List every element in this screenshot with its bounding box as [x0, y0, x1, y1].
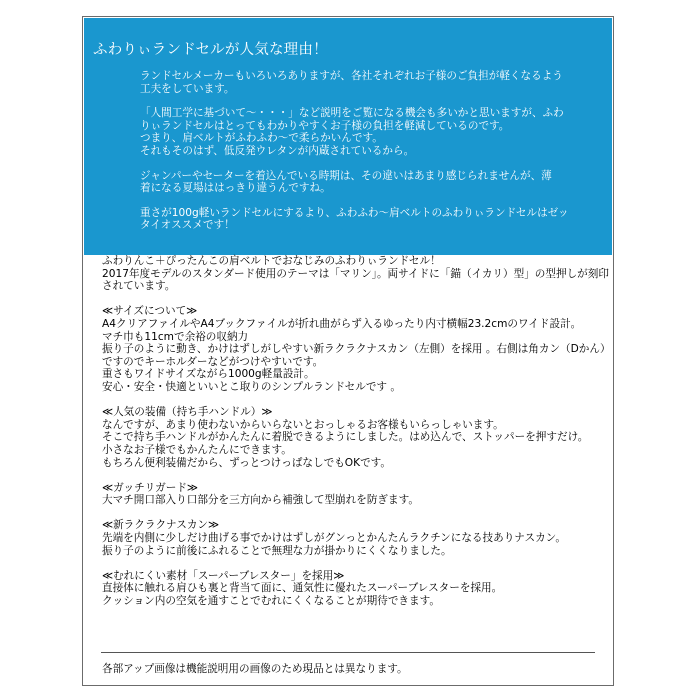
- section-material: [102, 570, 603, 608]
- panel-paragraph: [140, 70, 600, 95]
- section-handle: [102, 406, 603, 469]
- footer-note: 各部アップ画像は機能説明用の画像のため現品とは異なります。: [102, 663, 408, 675]
- panel-paragraph: [140, 107, 600, 157]
- text-line: マチ巾も11cmで余裕の収納力: [102, 330, 249, 343]
- text-line: ですのでキーホルダーなどがつけやすいです。: [102, 355, 324, 368]
- text-line: ランドセルメーカーもいろいろありますが、各社それぞれお子様のご負担が軽くなるよう: [140, 70, 563, 82]
- text-line: 先端を内側に少しだけ曲げる事でかけはずしがグンっとかんたんラクチンになる技ありナスカン。: [102, 532, 567, 545]
- section-heading: ≪サイズについて≫: [102, 305, 198, 318]
- text-line: 重さが100g軽いランドセルにするより、ふわふわ〜肩ベルトのふわりぃランドセルはゼッ: [140, 206, 569, 219]
- text-line: つまり、肩ベルトがふわふわ〜で柔らかいんです。: [140, 132, 383, 145]
- text-line: 小さなお子様でもかんたんにできます。: [102, 443, 292, 456]
- text-line: タイオススメです！: [140, 219, 235, 232]
- section-heading: ≪ガッチリガード≫: [102, 481, 199, 494]
- panel-paragraph: [140, 207, 600, 232]
- text-line: 直接体に触れる肩ひも裏と背当て面に、通気性に優れたスーパーブレスターを採用。: [102, 582, 503, 595]
- panel-paragraph: [140, 170, 600, 195]
- text-line: A4クリアファイルやA4ブックファイルが折れ曲がらず入るゆったり内寸横幅23.2cmのワイド設計。: [102, 317, 582, 330]
- text-line: そこで持ち手ハンドルがかんたんに着脱できるようにしました。はめ込んで、ストッパーを押すだけ。: [102, 431, 589, 444]
- text-line: もちろん便利装備だから、ずっとつけっぱなしでもOKです。: [102, 456, 392, 469]
- text-line: 安心・安全・快適といいとこ取りのシンプルランドセルです 。: [102, 380, 401, 393]
- text-line: 2017年度モデルのスタンダード使用のテーマは「マリン」。両サイドに「錨（イカリ）型」の型押しが刻印: [102, 267, 609, 280]
- section-heading: ≪新ラクラクナスカン≫: [102, 519, 220, 532]
- text-line: 振り子のように前後にふれることで無理な力が掛かりにくくなりました。: [102, 544, 452, 557]
- text-line: 大マチ開口部入り口部分を三方向から補強して型崩れを防ぎます。: [102, 494, 419, 507]
- text-line: それもそのはず、低反発ウレタンが内蔵されているから。: [140, 144, 415, 157]
- section-heading: ≪人気の装備（持ち手ハンドル）≫: [102, 406, 273, 419]
- text-line: 着になる夏場ははっきり違うんですね。: [140, 182, 331, 195]
- section-guard: [102, 482, 603, 507]
- text-line: クッション内の空気を通すことでむれにくくなることが期待できます。: [102, 595, 440, 608]
- text-line: なんですが、あまり使わないからいらないとおっしゃるお客様もいらっしゃいます。: [102, 418, 504, 431]
- intro-paragraph: [102, 255, 609, 293]
- text-line: 工夫をしています。: [140, 82, 235, 95]
- text-line: されています。: [102, 280, 176, 293]
- text-line: 振り子のように動き、かけはずしがしやすい新ラクラクナスカン（左側）を採用 。右側は角カン（Dかん）: [102, 343, 611, 356]
- text-line: ジャンパーやセーターを着込んでいる時期は、その違いはあまり感じられませんが、薄: [140, 169, 552, 182]
- product-description-box: [82, 16, 614, 686]
- panel-body: [140, 70, 600, 244]
- text-line: りぃランドセルはとってもわかりやすくお子様の負担を軽減しているのです。: [140, 119, 510, 132]
- panel-title: ふわりぃランドセルが人気な理由！: [93, 42, 328, 58]
- text-line: 重さもワイドサイズながら1000g軽量設計。: [102, 368, 315, 381]
- main-description: [102, 255, 611, 620]
- divider: [101, 652, 595, 653]
- text-line: 「人間工学に基づいて〜・・・」など説明をご覧になる機会も多いかと思いますが、ふわ: [140, 107, 564, 120]
- text-line: ふわりんこ＋ぴったんこの肩ベルトでおなじみのふわりぃランドセル！: [102, 255, 441, 267]
- section-nasukan: [102, 519, 603, 557]
- section-heading: ≪むれにくい素材「スーパーブレスター」を採用≫: [102, 569, 345, 582]
- highlight-panel: [84, 18, 612, 255]
- section-size: [102, 305, 611, 393]
